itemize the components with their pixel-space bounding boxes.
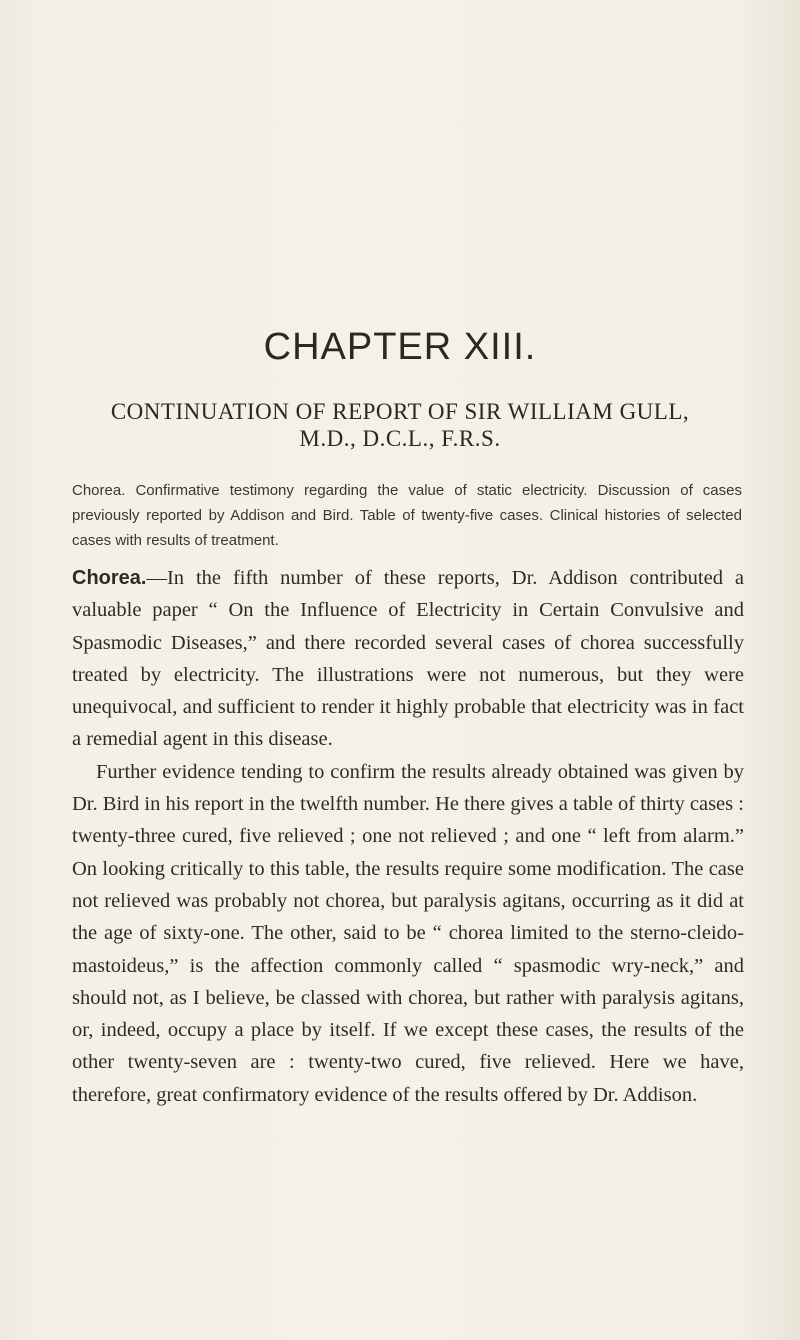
chapter-subtitle <box>72 398 728 452</box>
subtitle-line-2: M.D., D.C.L., F.R.S. <box>299 426 501 451</box>
body-paragraph-2: Further evidence tending to confirm the results already obtained was given by Dr. Bird in his report in the twelfth number. He there gives a table of thirty cases : twenty-three cured, five relieved ; one not relieved ; and one “ left from alarm.” On looking critically to this table, the results require some modification. The case not relieved was probably not chorea, but paralysis agitans, occurring as it did at the age of sixty-one. The other, said to be “ chorea limited to the sterno-cleido-mastoideus,” is the affection commonly called “ spasmodic wry-neck,” and should not, as I believe, be classed with chorea, but rather with paralysis agitans, or, indeed, occupy a place by itself. If we except these cases, the results of the other twenty-seven are : twenty-two cured, five relieved. Here we have, therefore, great confirmatory evidence of the results offered by Dr. Addison. <box>72 760 744 1106</box>
run-in-heading: Chorea. <box>72 567 147 589</box>
chapter-synopsis: Chorea. Confirmative testimony regarding the value of static electricity. Discussion of cases previously reported by Addison and Bird. Table of twenty-five cases. Clinical histories of selected cases with results of treatment. <box>72 482 742 549</box>
subtitle-line-1: CONTINUATION OF REPORT OF SIR WILLIAM GULL, <box>110 399 690 424</box>
body-paragraph-1 <box>72 562 744 756</box>
chapter-body <box>72 562 744 1111</box>
chapter-title: CHAPTER XIII. <box>263 326 537 368</box>
paragraph-1-text: —In the fifth number of these reports, Dr. Addison contributed a valuable paper “ On the Influence of Electricity in Certain Convulsive and Spasmodic Diseases,” and there recorded several cases of chorea successfully treated by electricity. The illustrations were not numerous, but they were unequivocal, and sufficient to render it highly probable that electricity was in fact a remedial agent in this disease. <box>72 567 744 751</box>
